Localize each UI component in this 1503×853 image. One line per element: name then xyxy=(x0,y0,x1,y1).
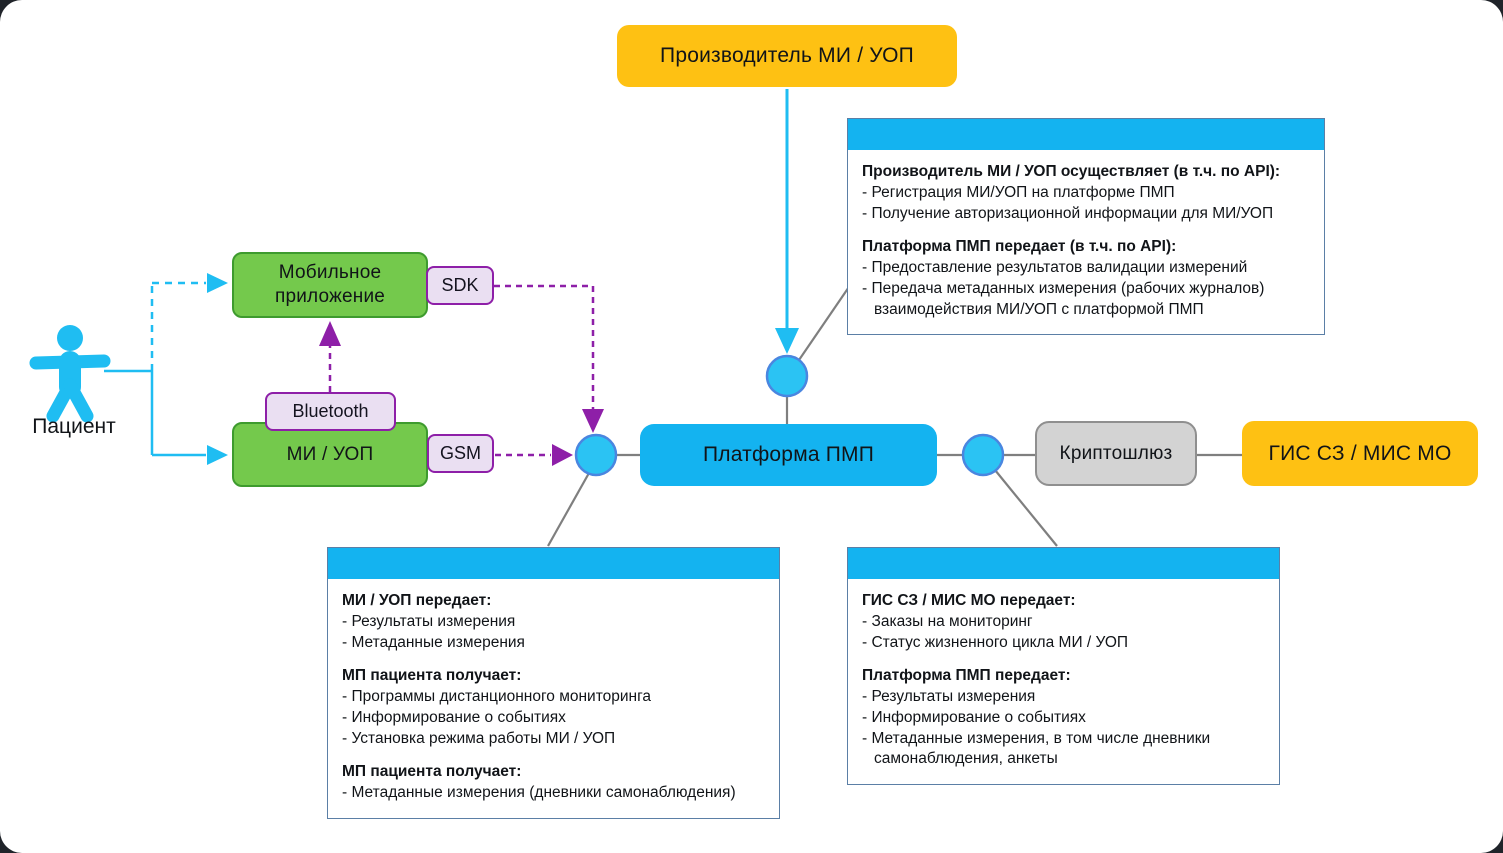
info-section-title: ГИС СЗ / МИС МО передает: xyxy=(862,592,1076,609)
info-item: - Метаданные измерения, в том числе дневники самонаблюдения, анкеты xyxy=(862,729,1211,768)
arrowhead-sdk-down-icon xyxy=(582,409,604,433)
info-item: - Предоставление результатов валидации измерений xyxy=(862,259,1248,277)
node-mi-uop: МИ / УОП xyxy=(232,422,428,487)
info-item: - Передача метаданных измерения (рабочих журналов) взаимодействия МИ/УОП с платформой ПМП xyxy=(862,279,1265,318)
info-box-mi-uop-exchange xyxy=(327,547,780,819)
info-section-title: МИ / УОП передает: xyxy=(342,592,492,609)
arrowhead-to-miuop-icon xyxy=(207,445,228,465)
info-item: - Статус жизненного цикла МИ / УОП xyxy=(862,633,1129,651)
info-item: - Информирование о событиях xyxy=(342,708,566,726)
info-section-title: Платформа ПМП передает: xyxy=(862,667,1071,685)
node-cryptogateway: Криптошлюз xyxy=(1035,421,1197,486)
info-item: - Метаданные измерения xyxy=(342,633,525,651)
info-item: - Информирование о событиях xyxy=(862,708,1086,726)
info-box-header-bar xyxy=(328,548,779,579)
info-section-title: МП пациента получает: xyxy=(342,667,522,685)
patient-icon xyxy=(36,325,104,416)
arrowhead-bluetooth-up-icon xyxy=(319,321,341,346)
info-section xyxy=(862,591,1265,653)
node-platform: Платформа ПМП xyxy=(640,424,937,486)
hub-circle-top xyxy=(767,356,807,396)
info-item: - Результаты измерения xyxy=(862,688,1036,706)
info-section xyxy=(342,762,765,804)
info-section-title: МП пациента получает: xyxy=(342,763,522,781)
info-item: - Регистрация МИ/УОП на платформе ПМП xyxy=(862,183,1175,201)
hub-circle-left xyxy=(576,435,616,475)
info-item: - Получение авторизационной информации для МИ/УОП xyxy=(862,204,1274,222)
badge-bluetooth: Bluetooth xyxy=(265,392,396,431)
badge-sdk: SDK xyxy=(426,266,494,305)
info-section xyxy=(342,591,765,653)
info-section xyxy=(862,666,1265,770)
connector-lefthub-to-miuop-infobox xyxy=(548,473,589,546)
info-box-header-bar xyxy=(848,119,1324,150)
info-section xyxy=(862,237,1310,320)
arrowhead-producer-down-icon xyxy=(775,328,799,354)
info-section xyxy=(862,162,1310,224)
info-box-gis-exchange xyxy=(847,547,1280,785)
patient-label: Пациент xyxy=(32,415,116,438)
info-item: - Установка режима работы МИ / УОП xyxy=(342,729,616,747)
info-box-producer-api xyxy=(847,118,1325,335)
info-item: - Программы дистанционного мониторинга xyxy=(342,688,652,706)
node-mobile-app: Мобильное приложение xyxy=(232,252,428,318)
info-section-title: Платформа ПМП передает (в т.ч. по API): xyxy=(862,238,1177,256)
node-gis: ГИС СЗ / МИС МО xyxy=(1242,421,1478,486)
hub-circle-right xyxy=(963,435,1003,475)
badge-gsm: GSM xyxy=(427,434,494,473)
info-box-header-bar xyxy=(848,548,1279,579)
info-item: - Результаты измерения xyxy=(342,612,516,630)
info-section xyxy=(342,666,765,749)
arrowhead-gsm-right-icon xyxy=(552,444,573,466)
node-producer: Производитель МИ / УОП xyxy=(617,25,957,87)
arrowhead-to-mobileapp-icon xyxy=(207,273,228,293)
info-item: - Заказы на мониторинг xyxy=(862,612,1033,630)
info-section-title: Производитель МИ / УОП осуществляет (в т.ч. по API): xyxy=(862,163,1281,180)
info-item: - Метаданные измерения (дневники самонаблюдения) xyxy=(342,784,736,802)
